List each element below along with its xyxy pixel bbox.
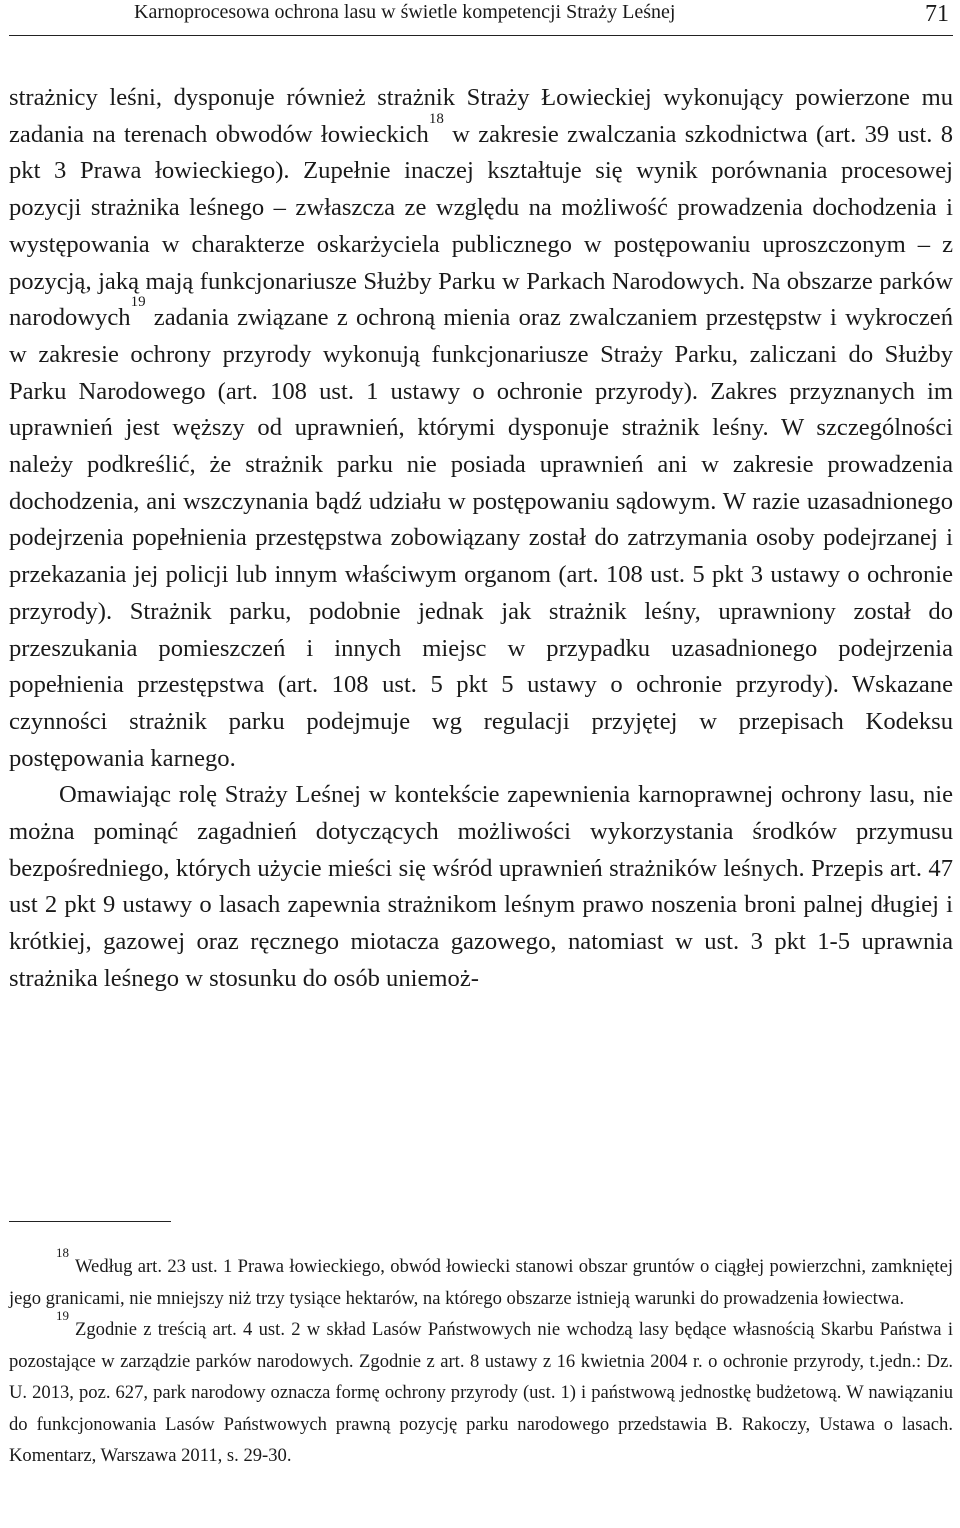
- paragraph-1: [9, 80, 953, 777]
- footnote-number: 19: [56, 1307, 69, 1323]
- running-header: [9, 0, 953, 38]
- paragraph-1-text-b: w zakresie zwalczania szkodnictwa (art. 39 ust. 8 pkt 3 Prawa łowieckiego). Zupełnie inaczej kształtuje się wynik porównania procesowej pozycji strażnika leśnego – zwłaszcza ze względu na możliwość prowadzenia dochodzenia i występowania w charakterze oskarżyciela publicznego w postępowaniu uproszczonym – z pozycją, jaką mają funkcjonariusze Służby Parku w Parkach Narodowych. Na obszarze parków narodowych: [9, 120, 953, 332]
- paragraph-1-text-a: strażnicy leśni, dysponuje również strażnik Straży Łowieckiej wykonujący powierzone mu zadania na terenach obwodów łowieckich: [9, 84, 953, 148]
- footnote-separator: [9, 1221, 171, 1222]
- footnotes: [9, 1244, 953, 1472]
- footnote-text: Według art. 23 ust. 1 Prawa łowieckiego, obwód łowiecki stanowi obszar gruntów o ciągłej powierzchni, zamkniętej jego granicami, nie mniejszy niż trzy tysiące hektarów, na którego obszarze istnieją warunki do prowadzenia łowiectwa.: [9, 1256, 953, 1309]
- footnote-ref-18[interactable]: 18: [428, 110, 444, 127]
- paragraph-1-text-c: zadania związane z ochroną mienia oraz zwalczaniem przestępstw i wykroczeń w zakresie ochrony przyrody wykonują funkcjonariusze Straży Parku, zaliczani do Służby Parku Narodowego (art. 108 ust. 1 ustawy o ochronie przyrody). Zakres przyznanych im uprawnień jest węższy od uprawnień, którymi dysponuje strażnik leśny. W szczególności należy podkreślić, że strażnik parku nie posiada uprawnień ani w zakresie prowadzenia dochodzenia, ani wszczynania bądź udziału w postępowaniu sądowym. W razie uzasadnionego podejrzenia popełnienia przestępstwa zobowiązany został do zatrzymania osoby podejrzanej i przekazania jej policji lub innym właściwym organom (art. 108 ust. 5 pkt 3 ustawy o ochronie przyrody). Strażnik parku, podobnie jednak jak strażnik leśny, uprawniony został do przeszukania pomieszczeń i innych miejsc w przypadku uzasadnionego podejrzenia popełnienia przestępstwa (art. 108 ust. 5 pkt 5 ustawy o ochronie przyrody). Wskazane czynności strażnik parku podejmuje wg regulacji przyjętej w przepisach Kodeksu postępowania karnego.: [9, 304, 953, 772]
- main-text: [9, 80, 953, 998]
- footnote-ref-19[interactable]: 19: [130, 294, 146, 311]
- footnote-text: Zgodnie z treścią art. 4 ust. 2 w skład Lasów Państwowych nie wchodzą lasy będące własnością Skarbu Państwa i pozostające w zarządzie parków narodowych. Zgodnie z art. 8 ustawy z 16 kwietnia 2004 r. o ochronie przyrody, t.jedn.: Dz. U. 2013, poz. 627, park narodowy oznacza formę ochrony przyrody (ust. 1) i państwową jednostkę budżetową. W nawiązaniu do funkcjonowania Lasów Państwowych prawną pozycję parku narodowego przedstawia B. Rakoczy, Ustawa o lasach. Komentarz, Warszawa 2011, s. 29-30.: [9, 1319, 953, 1466]
- footnote-19: [9, 1307, 953, 1472]
- running-title: Karnoprocesowa ochrona lasu w świetle kompetencji Straży Leśnej: [134, 1, 676, 23]
- header-rule: [9, 35, 953, 36]
- footnote-18: [9, 1244, 953, 1314]
- paragraph-2: Omawiając rolę Straży Leśnej w kontekście zapewnienia karnoprawnej ochrony lasu, nie można pominąć zagadnień dotyczących możliwości wykorzystania środków przymusu bezpośredniego, których użycie mieści się wśród uprawnień strażników leśnych. Przepis art. 47 ust 2 pkt 9 ustawy o lasach zapewnia strażnikom leśnym prawo noszenia broni palnej długiej i krótkiej, gazowej oraz ręcznego miotacza gazowego, natomiast w ust. 3 pkt 1-5 uprawnia strażnika leśnego w stosunku do osób uniemoż-: [9, 781, 953, 992]
- page-number: 71: [925, 1, 949, 27]
- footnote-number: 18: [56, 1244, 69, 1260]
